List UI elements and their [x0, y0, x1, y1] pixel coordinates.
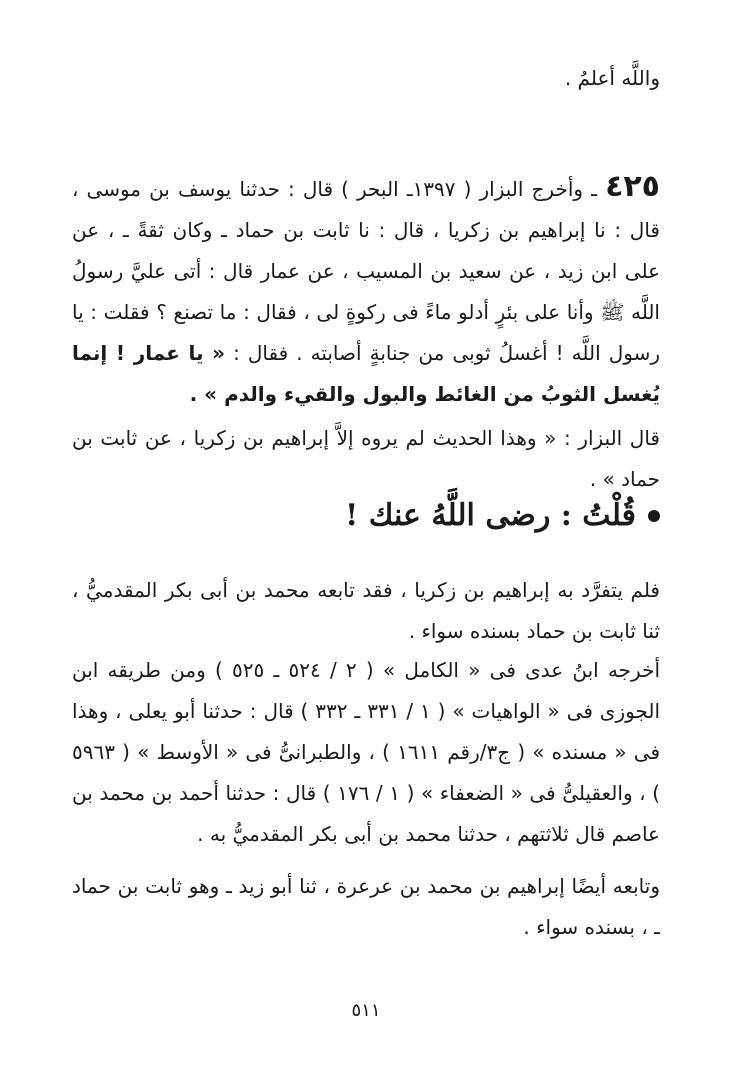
hadith-matn-bold: « يا عمار ! إنما يُغسل الثوبُ من الغائط والبول والقيء والدم » .	[72, 341, 660, 406]
heading-text: قُلْتُ : رضى اللَّهُ عنك !	[345, 498, 636, 533]
takhrij-paragraph: أخرجه ابنُ عدى فى « الكامل » ( ٢ / ٥٢٤ ـ ٥٢٥ ) ومن طريقه ابن الجوزى فى « الواهيات » ( ١ / ٣٣١ ـ ٣٣٢ ) قال : حدثنا أبو يعلى ، وهذا فى « مسنده » ( ج٣/رقم ١٦١١ ) ، والطبرانىُّ فى « الأوسط » ( ٥٩٦٣ ) ، والعقيلىُّ فى « الضعفاء » ( ١ / ١٧٦ ) قال : حدثنا أحمد بن محمد بن عاصم قال ثلاثتهم ، حدثنا محمد بن أبى بكر المقدميُّ به .	[72, 658, 661, 846]
bazzar-comment: قال البزار : « وهذا الحديث لم يروه إلاَّ إبراهيم بن زكريا ، عن ثابت بن حماد » .	[72, 426, 660, 491]
tabi-paragraph: فلم يتفرَّد به إبراهيم بن زكريا ، فقد تابعه محمد بن أبى بكر المقدميُّ ، ثنا ثابت بن حماد بسنده سواء .	[72, 578, 660, 643]
hadith-number: ٤٢٥	[605, 169, 660, 204]
mutabaa-paragraph: وتابعه أيضًا إبراهيم بن محمد بن عرعرة ، ثنا أبو زيد ـ وهو ثابت بن حماد ـ ، بسنده سواء .	[72, 874, 660, 939]
page-number: ٥١١	[351, 1000, 381, 1021]
hadith-paragraph	[72, 166, 660, 415]
hadith-text: ـ وأخرج البزار ( ١٣٩٧ـ البحر ) قال : حدثنا يوسف بن موسى ، قال : نا إبراهيم بن زكريا ، قال : نا ثابت بن حماد ـ وكان ثقةً ـ ، عن على ابن زيد ، عن سعيد بن المسيب ، عن عمار قال : أتى عليَّ رسولُ اللَّه ﷺ وأنا على بئرٍ أدلو ماءً فى ركوةٍ لى ، فقال : ما تصنع ؟ فقلت : يا رسول اللَّه ! أغسلُ ثوبى من جنابةٍ أصابته . فقال :	[72, 177, 660, 365]
section-heading	[345, 498, 660, 533]
closing-line: واللَّه أعلمُ .	[564, 66, 660, 90]
bullet-icon	[648, 510, 660, 522]
